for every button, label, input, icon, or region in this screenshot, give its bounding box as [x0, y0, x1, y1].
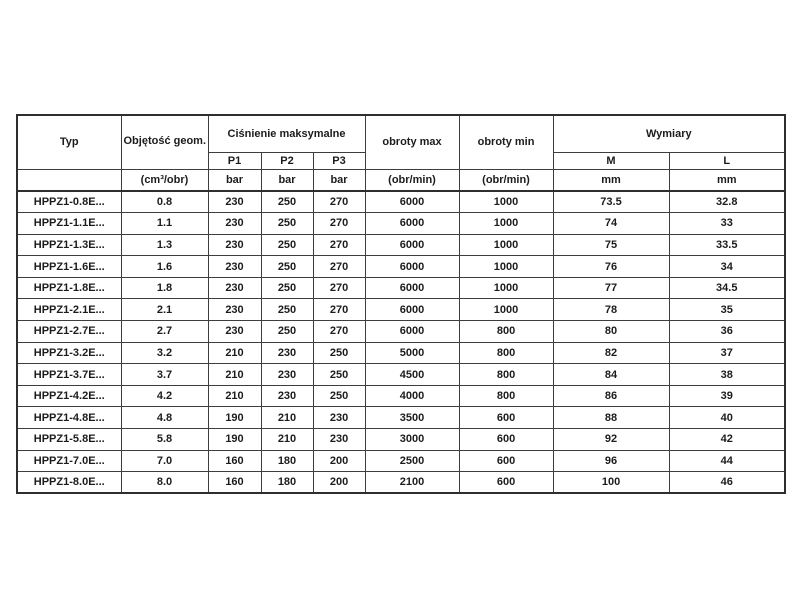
cell-typ: HPPZ1-4.2E... — [17, 385, 121, 407]
cell-p3: 270 — [313, 321, 365, 343]
table-body — [17, 191, 785, 493]
cell-p3: 250 — [313, 342, 365, 364]
cell-obroty-max: 6000 — [365, 213, 459, 235]
table-row — [17, 213, 785, 235]
cell-p3: 270 — [313, 299, 365, 321]
col-header-objetosc: Objętość geom. — [121, 115, 208, 169]
cell-m: 88 — [553, 407, 669, 429]
cell-obroty-min: 800 — [459, 364, 553, 386]
cell-p1: 230 — [208, 191, 261, 213]
cell-objetosc: 3.2 — [121, 342, 208, 364]
table-row — [17, 256, 785, 278]
cell-obroty-max: 4500 — [365, 364, 459, 386]
cell-p3: 270 — [313, 191, 365, 213]
cell-p3: 270 — [313, 213, 365, 235]
cell-obroty-max: 6000 — [365, 256, 459, 278]
cell-objetosc: 4.2 — [121, 385, 208, 407]
unit-p2: bar — [261, 169, 313, 191]
cell-obroty-min: 1000 — [459, 256, 553, 278]
cell-p1: 210 — [208, 342, 261, 364]
cell-p1: 230 — [208, 213, 261, 235]
cell-p2: 250 — [261, 277, 313, 299]
cell-l: 34 — [669, 256, 785, 278]
cell-p3: 250 — [313, 385, 365, 407]
cell-obroty-min: 800 — [459, 321, 553, 343]
cell-m: 92 — [553, 429, 669, 451]
table-row — [17, 450, 785, 472]
cell-p1: 230 — [208, 321, 261, 343]
cell-p2: 230 — [261, 364, 313, 386]
cell-m: 100 — [553, 472, 669, 494]
cell-l: 33 — [669, 213, 785, 235]
col-header-p3: P3 — [313, 152, 365, 169]
cell-l: 32.8 — [669, 191, 785, 213]
cell-obroty-max: 2100 — [365, 472, 459, 494]
cell-typ: HPPZ1-8.0E... — [17, 472, 121, 494]
cell-obroty-max: 6000 — [365, 191, 459, 213]
cell-p1: 230 — [208, 277, 261, 299]
cell-obroty-min: 600 — [459, 450, 553, 472]
cell-typ: HPPZ1-1.6E... — [17, 256, 121, 278]
cell-p3: 270 — [313, 277, 365, 299]
cell-m: 82 — [553, 342, 669, 364]
cell-objetosc: 1.1 — [121, 213, 208, 235]
table-header — [17, 115, 785, 191]
cell-l: 36 — [669, 321, 785, 343]
cell-m: 75 — [553, 234, 669, 256]
cell-l: 46 — [669, 472, 785, 494]
cell-obroty-max: 2500 — [365, 450, 459, 472]
cell-obroty-min: 600 — [459, 407, 553, 429]
cell-objetosc: 2.7 — [121, 321, 208, 343]
cell-typ: HPPZ1-1.3E... — [17, 234, 121, 256]
cell-typ: HPPZ1-5.8E... — [17, 429, 121, 451]
cell-p2: 230 — [261, 385, 313, 407]
cell-p2: 180 — [261, 472, 313, 494]
table-row — [17, 385, 785, 407]
cell-typ: HPPZ1-1.1E... — [17, 213, 121, 235]
spec-table — [16, 114, 786, 494]
unit-m: mm — [553, 169, 669, 191]
cell-l: 37 — [669, 342, 785, 364]
cell-objetosc: 0.8 — [121, 191, 208, 213]
header-row-main — [17, 115, 785, 152]
col-header-obroty-min: obroty min — [459, 115, 553, 169]
cell-p1: 190 — [208, 407, 261, 429]
cell-m: 86 — [553, 385, 669, 407]
cell-obroty-max: 6000 — [365, 234, 459, 256]
cell-p1: 160 — [208, 472, 261, 494]
cell-obroty-max: 6000 — [365, 277, 459, 299]
cell-objetosc: 1.3 — [121, 234, 208, 256]
cell-typ: HPPZ1-3.2E... — [17, 342, 121, 364]
cell-l: 33.5 — [669, 234, 785, 256]
col-header-typ: Typ — [17, 115, 121, 169]
cell-p2: 250 — [261, 213, 313, 235]
col-group-cisnienie: Ciśnienie maksymalne — [208, 115, 365, 152]
cell-obroty-max: 6000 — [365, 299, 459, 321]
cell-l: 44 — [669, 450, 785, 472]
cell-obroty-max: 4000 — [365, 385, 459, 407]
col-header-p1: P1 — [208, 152, 261, 169]
cell-typ: HPPZ1-7.0E... — [17, 450, 121, 472]
col-header-l: L — [669, 152, 785, 169]
cell-p1: 230 — [208, 234, 261, 256]
cell-l: 35 — [669, 299, 785, 321]
cell-typ: HPPZ1-2.1E... — [17, 299, 121, 321]
cell-p2: 250 — [261, 321, 313, 343]
table-row — [17, 299, 785, 321]
table-row — [17, 234, 785, 256]
unit-p3: bar — [313, 169, 365, 191]
unit-l: mm — [669, 169, 785, 191]
cell-p2: 180 — [261, 450, 313, 472]
cell-obroty-min: 800 — [459, 385, 553, 407]
col-header-p2: P2 — [261, 152, 313, 169]
cell-obroty-min: 1000 — [459, 191, 553, 213]
cell-objetosc: 4.8 — [121, 407, 208, 429]
cell-p2: 250 — [261, 234, 313, 256]
col-header-m: M — [553, 152, 669, 169]
unit-p1: bar — [208, 169, 261, 191]
table-row — [17, 277, 785, 299]
cell-obroty-max: 6000 — [365, 321, 459, 343]
cell-l: 39 — [669, 385, 785, 407]
cell-obroty-max: 5000 — [365, 342, 459, 364]
cell-objetosc: 3.7 — [121, 364, 208, 386]
cell-obroty-max: 3000 — [365, 429, 459, 451]
cell-typ: HPPZ1-1.8E... — [17, 277, 121, 299]
cell-m: 73.5 — [553, 191, 669, 213]
cell-obroty-max: 3500 — [365, 407, 459, 429]
cell-m: 77 — [553, 277, 669, 299]
table-row — [17, 472, 785, 494]
cell-typ: HPPZ1-4.8E... — [17, 407, 121, 429]
unit-objetosc: (cm³/obr) — [121, 169, 208, 191]
cell-obroty-min: 1000 — [459, 234, 553, 256]
unit-typ — [17, 169, 121, 191]
cell-typ: HPPZ1-3.7E... — [17, 364, 121, 386]
cell-objetosc: 8.0 — [121, 472, 208, 494]
cell-p3: 200 — [313, 450, 365, 472]
cell-objetosc: 1.8 — [121, 277, 208, 299]
table-row — [17, 321, 785, 343]
cell-typ: HPPZ1-2.7E... — [17, 321, 121, 343]
cell-l: 42 — [669, 429, 785, 451]
col-group-wymiary: Wymiary — [553, 115, 785, 152]
header-row-units — [17, 169, 785, 191]
cell-p2: 210 — [261, 407, 313, 429]
cell-objetosc: 5.8 — [121, 429, 208, 451]
cell-p2: 250 — [261, 299, 313, 321]
cell-obroty-min: 600 — [459, 429, 553, 451]
cell-l: 38 — [669, 364, 785, 386]
cell-l: 40 — [669, 407, 785, 429]
cell-p3: 270 — [313, 234, 365, 256]
cell-obroty-min: 800 — [459, 342, 553, 364]
unit-obroty-min: (obr/min) — [459, 169, 553, 191]
unit-obroty-max: (obr/min) — [365, 169, 459, 191]
cell-p3: 230 — [313, 429, 365, 451]
cell-m: 74 — [553, 213, 669, 235]
cell-p2: 230 — [261, 342, 313, 364]
cell-p3: 270 — [313, 256, 365, 278]
cell-p1: 190 — [208, 429, 261, 451]
cell-objetosc: 7.0 — [121, 450, 208, 472]
cell-obroty-min: 1000 — [459, 213, 553, 235]
cell-p1: 210 — [208, 364, 261, 386]
table-row — [17, 429, 785, 451]
cell-typ: HPPZ1-0.8E... — [17, 191, 121, 213]
table-row — [17, 342, 785, 364]
col-header-obroty-max: obroty max — [365, 115, 459, 169]
cell-p1: 230 — [208, 299, 261, 321]
cell-m: 96 — [553, 450, 669, 472]
cell-p2: 250 — [261, 191, 313, 213]
cell-m: 78 — [553, 299, 669, 321]
cell-p1: 160 — [208, 450, 261, 472]
cell-objetosc: 2.1 — [121, 299, 208, 321]
cell-p2: 250 — [261, 256, 313, 278]
cell-m: 84 — [553, 364, 669, 386]
cell-obroty-min: 1000 — [459, 299, 553, 321]
table-row — [17, 364, 785, 386]
cell-p1: 230 — [208, 256, 261, 278]
table-row — [17, 407, 785, 429]
cell-p3: 200 — [313, 472, 365, 494]
cell-l: 34.5 — [669, 277, 785, 299]
cell-p3: 250 — [313, 364, 365, 386]
cell-p3: 230 — [313, 407, 365, 429]
cell-p2: 210 — [261, 429, 313, 451]
cell-m: 76 — [553, 256, 669, 278]
table-row — [17, 191, 785, 213]
cell-obroty-min: 600 — [459, 472, 553, 494]
cell-p1: 210 — [208, 385, 261, 407]
cell-m: 80 — [553, 321, 669, 343]
cell-obroty-min: 1000 — [459, 277, 553, 299]
cell-objetosc: 1.6 — [121, 256, 208, 278]
